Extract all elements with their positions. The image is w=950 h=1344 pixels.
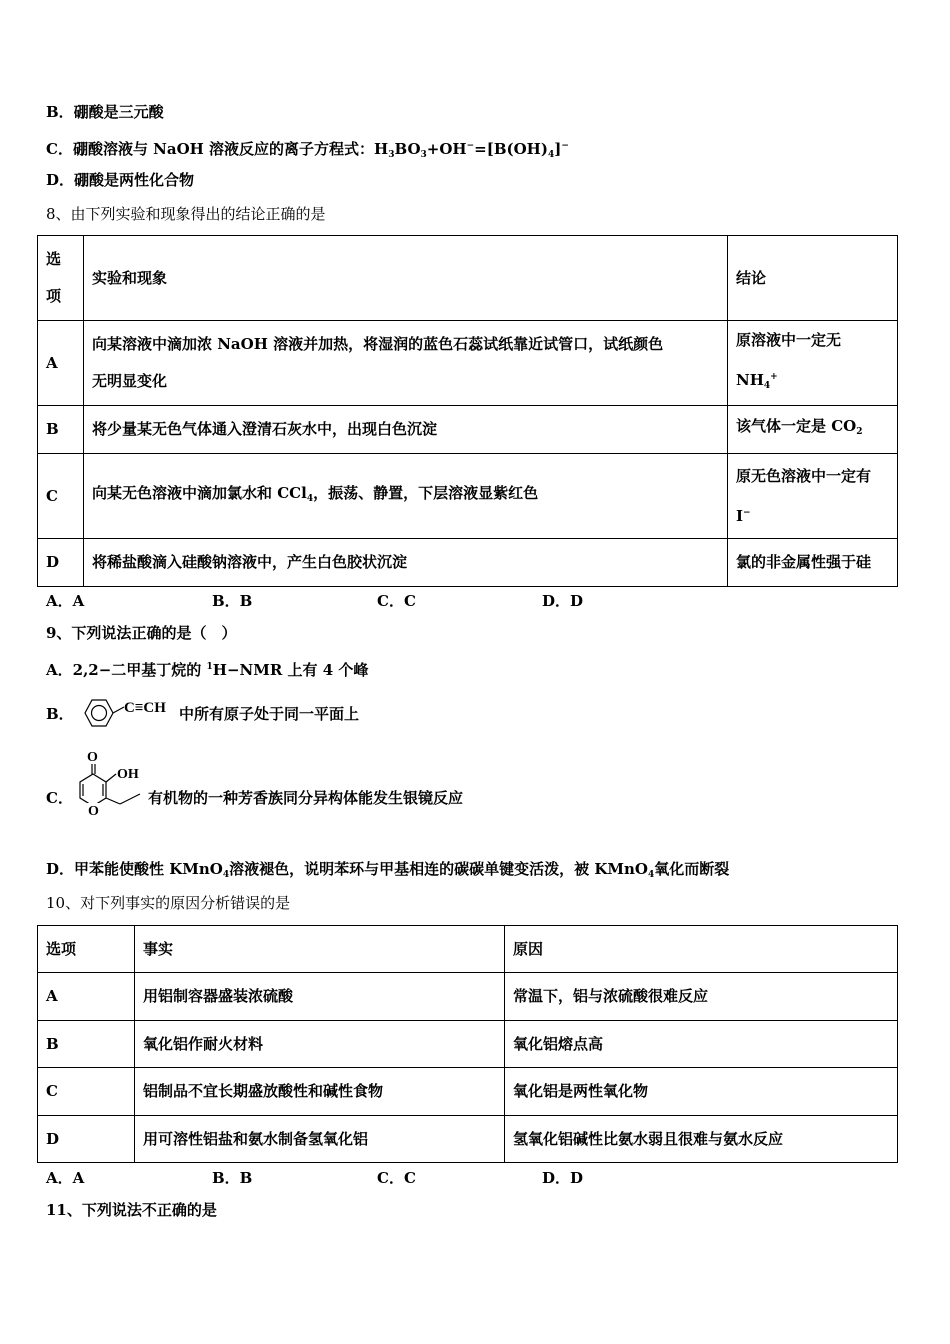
table-row: [38, 454, 898, 539]
q8-stem: 8、由下列实验和现象得出的结论正确的是: [46, 205, 326, 223]
q9-option-c-text: 有机物的一种芳香族同分异构体能发生银镜反应: [148, 789, 464, 807]
q10-row-fact: 用铝制容器盛装浓硫酸: [135, 973, 505, 1021]
q10-answer-c: C．C: [377, 1169, 416, 1187]
table-row: [38, 321, 898, 406]
q8-row-experiment: 向某溶液中滴加浓 NaOH 溶液并加热，将湿润的蓝色石蕊试纸靠近试管口，试纸颜色 无明显变化: [84, 321, 728, 406]
q9-option-c-label: C．: [46, 789, 73, 807]
q8-row-conclusion: 氯的非金属性强于硅: [728, 539, 898, 587]
bond-line: [113, 707, 124, 713]
q8-row-label: A: [38, 321, 84, 406]
q10-answer-b: B．B: [212, 1169, 253, 1187]
q11-stem: 11、下列说法不正确的是: [46, 1201, 217, 1219]
q10-answer-options: [46, 1167, 906, 1187]
q8-row-experiment: 将稀盐酸滴入硅酸钠溶液中，产生白色胶状沉淀: [84, 539, 728, 587]
q8-row-label: C: [38, 454, 84, 539]
q8-header-conclusion: 结论: [728, 236, 898, 321]
q8-answer-a: A．A: [46, 592, 85, 610]
phenylacetylene-structure: [72, 694, 182, 734]
ring-o-label: O: [88, 804, 99, 819]
q7-option-b: B．硼酸是三元酸: [46, 103, 164, 121]
q8-table: [37, 235, 898, 587]
q7-option-c: C．硼酸溶液与 NaOH 溶液反应的离子方程式：$H_3BO_3+OH^-=[B(OH)_4]^-$: [46, 140, 569, 160]
q10-row-label: B: [38, 1021, 135, 1068]
q10-answer-d: D．D: [542, 1169, 584, 1187]
bond-line: [106, 798, 120, 804]
table-row: [38, 406, 898, 454]
q10-answer-a: A．A: [46, 1169, 85, 1187]
q9-option-b-text: 中所有原子处于同一平面上: [179, 705, 360, 723]
benzene-inner-circle: [92, 706, 107, 721]
q10-row-label: D: [38, 1116, 135, 1163]
q8-row-label: D: [38, 539, 84, 587]
q8-answer-options: [46, 590, 906, 610]
table-row: [38, 539, 898, 587]
table-row: [38, 1116, 898, 1163]
q10-row-fact: 氧化铝作耐火材料: [135, 1021, 505, 1068]
q8-row-conclusion: 原无色溶液中一定有 I−: [728, 454, 898, 539]
maltol-structure: [72, 746, 152, 820]
q9-stem: 9、下列说法正确的是（ ）: [46, 624, 237, 642]
q10-row-label: A: [38, 973, 135, 1021]
q8-row-experiment: 向某无色溶液中滴加氯水和 CCl$_4$，振荡、静置，下层溶液显紫红色: [84, 454, 728, 539]
q9-option-a: A．2,2−二甲基丁烷的 $^1$H−NMR 上有 4 个峰: [46, 661, 369, 679]
q10-stem: 10、对下列事实的原因分析错误的是: [46, 894, 291, 912]
q10-table: [37, 925, 898, 1163]
q8-row-label: B: [38, 406, 84, 454]
q10-header-fact: 事实: [135, 926, 505, 973]
benzene-ring: [85, 700, 113, 726]
q8-answer-c: C．C: [377, 592, 416, 610]
q8-row-conclusion: 原溶液中一定无 $NH_4^+$: [728, 321, 898, 406]
q10-header-option: 选项: [38, 926, 135, 973]
q10-header-row: [38, 926, 898, 973]
q9-option-d: D．甲苯能使酸性 KMnO$_4$溶液褪色，说明苯环与甲基相连的碳碳单键变活泼，被 KMnO$_4$氧化而断裂: [46, 860, 730, 880]
pyranone-ring: [80, 774, 106, 806]
q9-option-b-label: B．: [46, 705, 74, 723]
q10-row-fact: 铝制品不宜长期盛放酸性和碱性食物: [135, 1068, 505, 1116]
table-row: [38, 973, 898, 1021]
table-row: [38, 1021, 898, 1068]
q10-row-label: C: [38, 1068, 135, 1116]
alkyne-label: C≡CH: [124, 700, 166, 716]
table-row: [38, 1068, 898, 1116]
q10-header-reason: 原因: [505, 926, 898, 973]
q10-row-reason: 常温下，铝与浓硫酸很难反应: [505, 973, 898, 1021]
carbonyl-o-label: O: [87, 750, 98, 765]
q10-row-reason: 氧化铝是两性氧化物: [505, 1068, 898, 1116]
q8-header-option: 选 项: [38, 236, 84, 321]
hydroxyl-label: OH: [117, 767, 139, 782]
q8-row-experiment: 将少量某无色气体通入澄清石灰水中，出现白色沉淀: [84, 406, 728, 454]
q10-row-fact: 用可溶性铝盐和氨水制备氢氧化铝: [135, 1116, 505, 1163]
q10-row-reason: 氧化铝熔点高: [505, 1021, 898, 1068]
q8-header-experiment: 实验和现象: [84, 236, 728, 321]
q8-answer-b: B．B: [212, 592, 253, 610]
q8-row-conclusion: 该气体一定是 $CO_2$: [728, 406, 898, 454]
q8-header-row: [38, 236, 898, 321]
bond-line: [106, 774, 116, 782]
q7-option-d: D．硼酸是两性化合物: [46, 171, 195, 189]
q10-row-reason: 氢氧化铝碱性比氨水弱且很难与氨水反应: [505, 1116, 898, 1163]
bond-line: [120, 794, 140, 804]
q8-answer-d: D．D: [542, 592, 584, 610]
